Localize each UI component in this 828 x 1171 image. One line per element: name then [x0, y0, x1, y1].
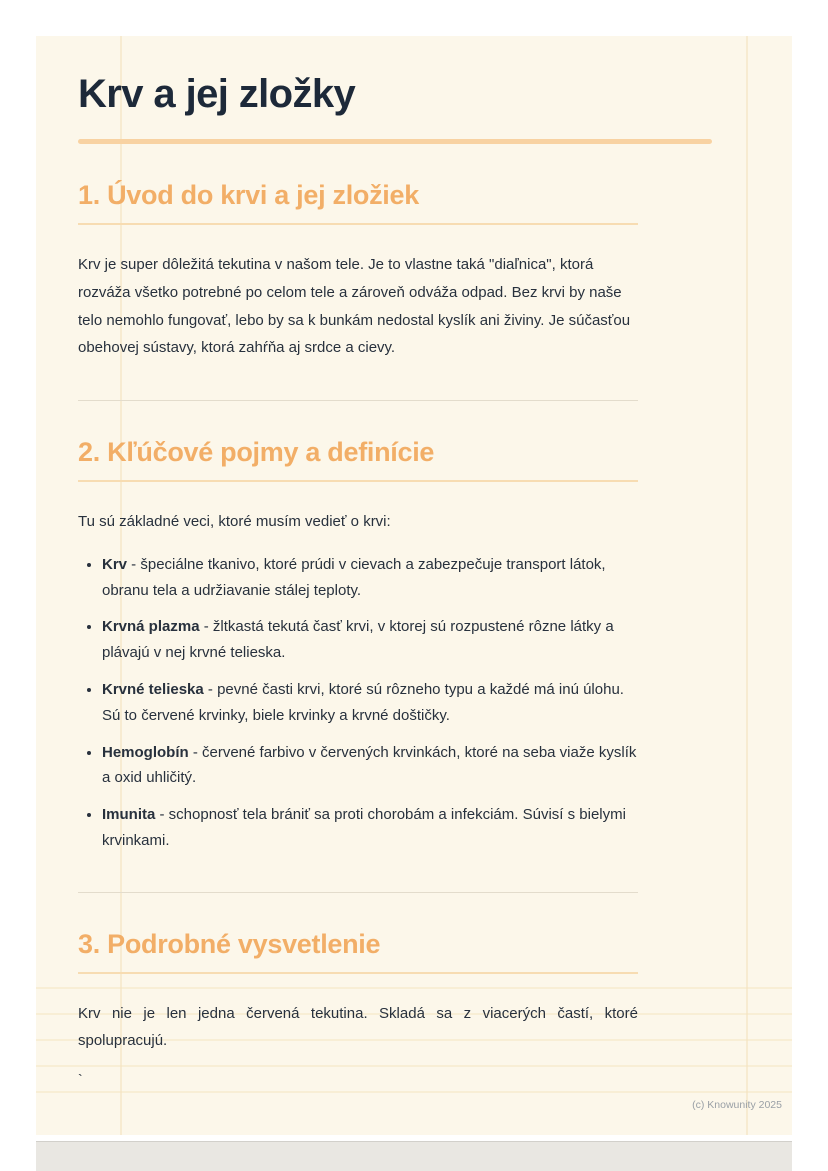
- section-heading-3: 3. Podrobné vysvetlenie: [78, 928, 381, 959]
- stray-backtick-text: `: [78, 1071, 83, 1088]
- page-title: Krv a jej zložky: [78, 72, 356, 116]
- section-heading-1: 1. Úvod do krvi a jej zložiek: [78, 180, 419, 210]
- list-item: [102, 614, 642, 666]
- section-heading-3-underline: [78, 972, 638, 974]
- term-definition: - špeciálne tkanivo, ktoré prúdi v cievach a zabezpečuje transport látok, obranu tela a udržiavanie stálej teploty.: [102, 555, 606, 599]
- section-divider: [78, 400, 638, 401]
- section-1-paragraph: Krv je super dôležitá tekutina v našom tele. Je to vlastne taká "diaľnica", ktorá rozváža všetko potrebné po celom tele a zároveň odváža odpad. Bez krvi by naše telo nemohlo fungovať, lebo by sa k bunkám nedostal kyslík ani živiny. Je súčasťou obehovej sústavy, ktorá zahŕňa aj srdce a cievy.: [78, 256, 631, 357]
- terms-list: [78, 552, 642, 854]
- document-content: [36, 36, 718, 1087]
- list-item: [102, 802, 642, 854]
- list-item: [102, 677, 642, 729]
- footer-credit: (c) Knowunity 2025: [692, 1099, 782, 1111]
- term-definition: - červené farbivo v červených krvinkách, ktoré na seba viaže kyslík a oxid uhličitý.: [102, 743, 637, 787]
- section-heading-1-underline: [78, 223, 638, 225]
- next-page-edge: [36, 1141, 792, 1171]
- title-accent-bar: [78, 139, 712, 144]
- term-label: Krvná plazma: [102, 618, 200, 636]
- term-label: Krv: [102, 555, 128, 573]
- section-heading-2-underline: [78, 480, 638, 482]
- section-divider: [78, 892, 638, 893]
- list-item: [102, 740, 642, 792]
- term-label: Hemoglobín: [102, 743, 189, 761]
- list-item: [102, 552, 642, 604]
- section-heading-2: 2. Kľúčové pojmy a definície: [78, 437, 435, 467]
- horizontal-rule: [36, 1091, 792, 1093]
- vertical-rule-right: [746, 36, 748, 1135]
- term-label: Krvné telieska: [102, 680, 204, 698]
- section-3-paragraph: Krv nie je len jedna červená tekutina. Skladá sa z viacerých častí, ktoré spolupracujú.: [78, 1004, 638, 1050]
- term-definition: - schopnosť tela brániť sa proti chorobám a infekciám. Súvisí s bielymi krvinkami.: [102, 806, 626, 849]
- term-label: Imunita: [102, 806, 156, 824]
- section-2-intro: Tu sú základné veci, ktoré musím vedieť o krvi:: [78, 513, 391, 530]
- term-definition: - žltkastá tekutá časť krvi, v ktorej sú rozpustené rôzne látky a plávajú v nej krvné telieska.: [102, 618, 614, 662]
- term-definition: - pevné časti krvi, ktoré sú rôzneho typu a každé má inú úlohu. Sú to červené krvinky, biele krvinky a krvné doštičky.: [102, 680, 624, 724]
- notebook-page: [36, 36, 792, 1135]
